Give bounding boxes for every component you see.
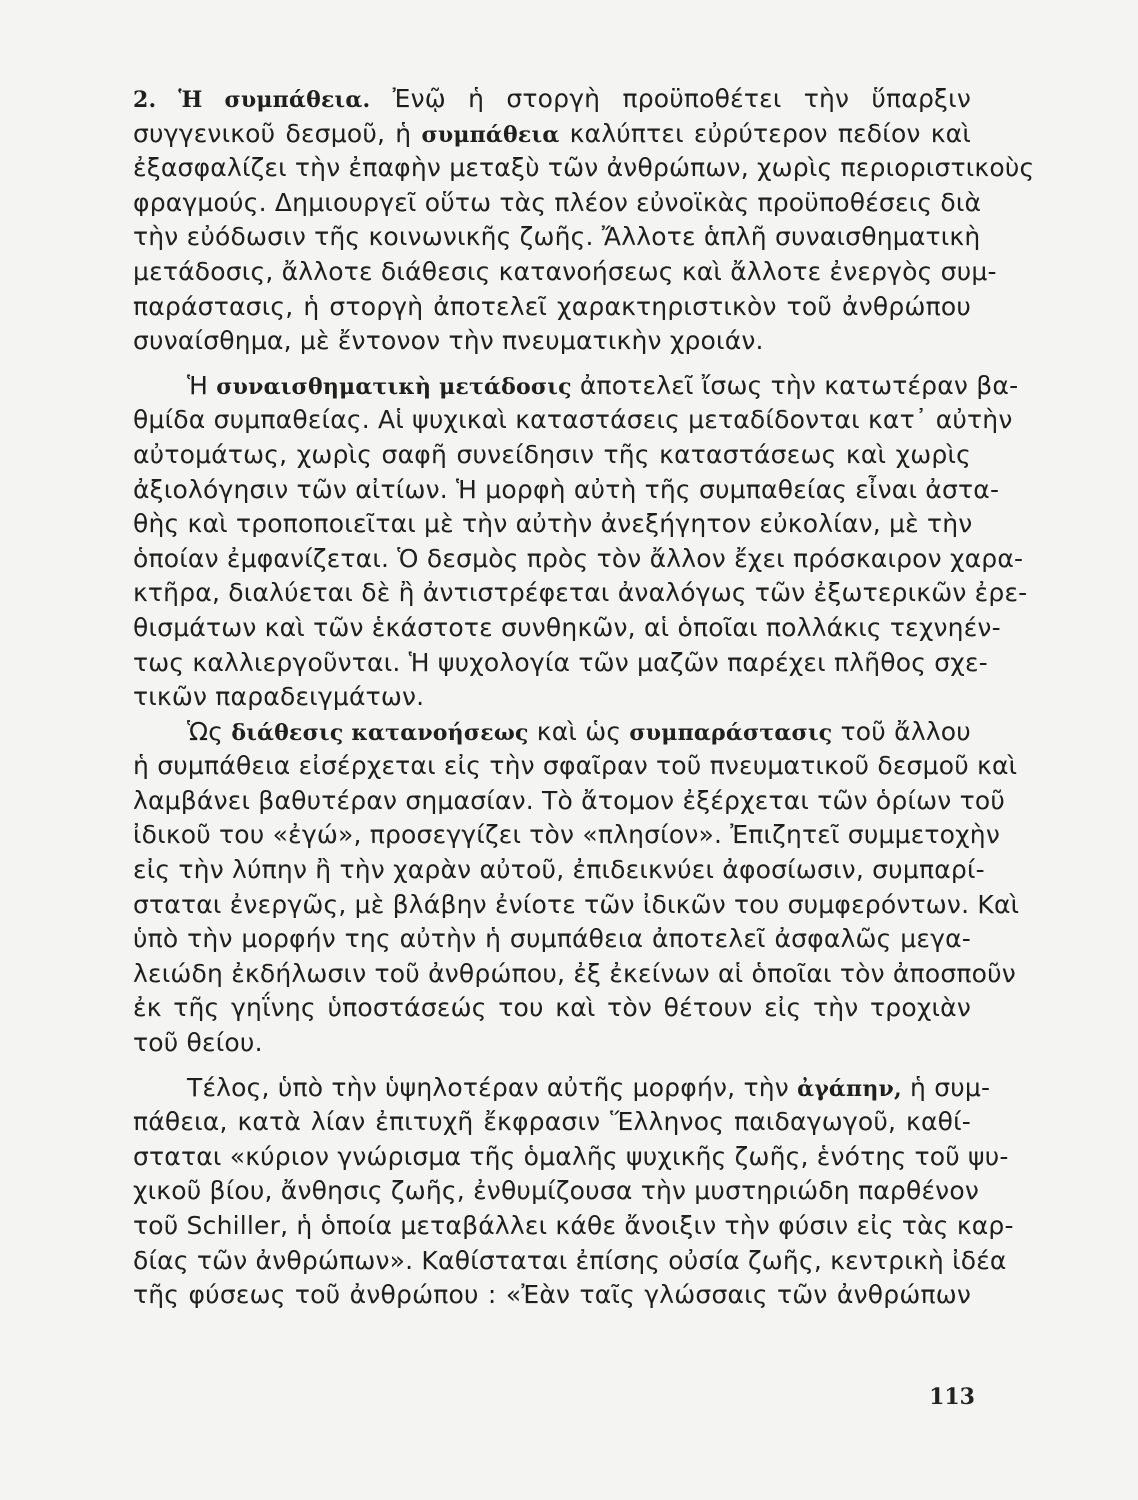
text-segment: ἐκ τῆς γηΐνης ὑποστάσεώς του καὶ τὸν θέτουν εἰς τὴν τροχιὰν bbox=[133, 993, 971, 1023]
page-number: 113 bbox=[929, 1384, 975, 1410]
text-segment: ὑπὸ τὴν μορφήν της αὐτὴν ἡ συμπάθεια ἀποτελεῖ ἀσφαλῶς μεγα- bbox=[133, 924, 971, 954]
paragraph-gap bbox=[133, 359, 971, 369]
text-line bbox=[133, 438, 971, 473]
text-line bbox=[133, 542, 1024, 577]
text-segment: εἰς τὴν λύπην ἢ τὴν χαρὰν αὐτοῦ, ἐπιδεικνύει ἀφοσίωσιν, συμπαρί- bbox=[133, 855, 985, 885]
text-line bbox=[133, 369, 1019, 404]
text-segment: ἐξασφαλίζει τὴν ἐπαφὴν μεταξὺ τῶν ἀνθρώπων, χωρὶς περιοριστικοὺς bbox=[133, 153, 1035, 183]
text-segment: Ἐνῷ ἡ στοργὴ προϋποθέτει τὴν ὕπαρξιν bbox=[370, 84, 972, 113]
text-segment: τως καλλιεργοῦνται. Ἡ ψυχολογία τῶν μαζῶν παρέχει πλῆθος σχε- bbox=[133, 647, 988, 677]
text-line bbox=[133, 220, 981, 255]
text-segment: θὴς καὶ τροποποιεῖται μὲ τὴν αὐτὴν ἀνεξήγητον εὐκολίαν, μὲ τὴν bbox=[133, 509, 973, 539]
text-segment: συγγενικοῦ δεσμοῦ, ἡ bbox=[133, 118, 422, 148]
text-segment: θισμάτων καὶ τῶν ἑκάστοτε συνθηκῶν, αἱ ὁποῖαι πολλάκις τεχνηέν- bbox=[133, 612, 1001, 642]
text-segment: σταται ἐνεργῶς, μὲ βλάβην ἐνίοτε τῶν ἰδικῶν του συμφερόντων. Καὶ bbox=[133, 889, 1020, 919]
text-segment: αὐτομάτως, χωρὶς σαφῆ συνείδησιν τῆς καταστάσεως καὶ χωρὶς bbox=[133, 439, 971, 469]
text-segment: μετάδοσις, ἄλλοτε διάθεσις κατανοήσεως καὶ ἄλλοτε ἐνεργὸς συμ- bbox=[133, 256, 997, 286]
text-segment: τὴν εὐόδωσιν τῆς κοινωνικῆς ζωῆς. Ἄλλοτε ἁπλῆ συναισθηματικὴ bbox=[133, 222, 981, 252]
text-segment: Ὡς bbox=[187, 716, 232, 746]
text-line bbox=[133, 1244, 1007, 1279]
text-segment: πάθεια, κατὰ λίαν ἐπιτυχῆ ἔκφρασιν Ἕλληνος παιδαγωγοῦ, καθί- bbox=[133, 1107, 971, 1137]
text-line bbox=[133, 576, 1028, 611]
text-segment: δίας τῶν ἀνθρώπων». Καθίσταται ἐπίσης οὐσία ζωῆς, κεντρικὴ ἰδέα bbox=[133, 1245, 1007, 1275]
text-segment: τῆς φύσεως τοῦ ἀνθρώπου : «Ἐὰν ταῖς γλώσσαις τῶν ἀνθρώπων bbox=[133, 1280, 971, 1310]
emphasized-term: συναισθηματικὴ μετάδοσις bbox=[216, 373, 572, 400]
text-line bbox=[133, 290, 971, 325]
text-line bbox=[133, 957, 1016, 992]
text-line bbox=[133, 1140, 1009, 1175]
text-line bbox=[133, 82, 971, 117]
text-line bbox=[133, 922, 971, 957]
emphasized-term: 2. Ἡ συμπάθεια. bbox=[133, 87, 371, 113]
body-text bbox=[133, 82, 1035, 1313]
emphasized-term: διάθεσις κατανοήσεως bbox=[231, 719, 529, 746]
paragraph-gap bbox=[133, 1061, 971, 1071]
text-segment: παράστασις, ἡ στοργὴ ἀποτελεῖ χαρακτηριστικὸν τοῦ ἀνθρώπου bbox=[133, 291, 971, 321]
text-segment: Ἡ bbox=[187, 370, 217, 400]
text-line bbox=[133, 888, 1020, 923]
text-segment: θμίδα συμπαθείας. Αἱ ψυχικαὶ καταστάσεις μεταδίδονται κατ᾽ αὐτὴν bbox=[133, 405, 1013, 435]
text-segment: τικῶν παραδειγμάτων. bbox=[133, 682, 425, 712]
text-segment: ἀξιολόγησιν τῶν αἰτίων. Ἡ μορφὴ αὐτὴ τῆς συμπαθείας εἶναι ἀστα- bbox=[133, 474, 1000, 504]
text-line bbox=[133, 1026, 971, 1061]
text-line bbox=[133, 1174, 980, 1209]
text-segment: τοῦ θείου. bbox=[133, 1028, 263, 1058]
emphasized-term: συμπαράστασις bbox=[629, 719, 833, 746]
text-segment: ἡ συμ- bbox=[901, 1072, 991, 1102]
text-segment: ἡ συμπάθεια εἰσέρχεται εἰς τὴν σφαῖραν τοῦ πνευματικοῦ δεσμοῦ καὶ bbox=[133, 751, 1018, 781]
text-line bbox=[133, 646, 988, 681]
text-line bbox=[133, 117, 971, 152]
text-line bbox=[133, 151, 1035, 186]
text-line bbox=[133, 186, 982, 221]
text-segment: χικοῦ βίου, ἄνθησις ζωῆς, ἐνθυμίζουσα τὴν μυστηριώδη παρθένον bbox=[133, 1176, 980, 1206]
text-segment: κτῆρα, διαλύεται δὲ ἢ ἀντιστρέφεται ἀναλόγως τῶν ἐξωτερικῶν ἐρε- bbox=[133, 578, 1028, 608]
text-line bbox=[133, 715, 971, 750]
text-line bbox=[133, 680, 971, 715]
text-segment: καὶ ὡς bbox=[528, 716, 630, 746]
text-line bbox=[133, 473, 1000, 508]
text-line bbox=[133, 507, 971, 542]
text-segment: Τέλος, ὑπὸ τὴν ὑψηλοτέραν αὐτῆς μορφήν, τὴν bbox=[187, 1072, 798, 1102]
text-line bbox=[133, 324, 971, 359]
text-line bbox=[133, 818, 1001, 853]
text-segment: τοῦ Schiller, ἡ ὁποία μεταβάλλει κάθε ἄνοιξιν τὴν φύσιν εἰς τὰς καρ- bbox=[133, 1211, 1014, 1240]
text-line bbox=[133, 853, 985, 888]
text-line bbox=[133, 611, 1001, 646]
text-segment: ὁποίαν ἐμφανίζεται. Ὁ δεσμὸς πρὸς τὸν ἄλλον ἔχει πρόσκαιρον χαρα- bbox=[133, 543, 1024, 573]
text-segment: λειώδη ἐκδήλωσιν τοῦ ἀνθρώπου, ἐξ ἐκείνων αἱ ὁποῖαι τὸν ἀποσποῦν bbox=[133, 958, 1016, 988]
text-line bbox=[133, 1105, 971, 1140]
text-segment: σταται «κύριον γνώρισμα τῆς ὁμαλῆς ψυχικῆς ζωῆς, ἑνότης τοῦ ψυ- bbox=[133, 1141, 1009, 1171]
text-line bbox=[133, 255, 997, 290]
text-line bbox=[133, 784, 1005, 819]
text-line bbox=[133, 1071, 991, 1106]
text-segment: φραγμούς. Δημιουργεῖ οὕτω τὰς πλέον εὐνοϊκὰς προϋποθέσεις διὰ bbox=[133, 187, 982, 217]
text-segment: λαμβάνει βαθυτέραν σημασίαν. Τὸ ἄτομον ἐξέρχεται τῶν ὁρίων τοῦ bbox=[133, 785, 1005, 815]
text-segment: ἰδικοῦ του «ἐγώ», προσεγγίζει τὸν «πλησίον». Ἐπιζητεῖ συμμετοχὴν bbox=[133, 820, 1001, 850]
text-segment: τοῦ ἄλλου bbox=[832, 716, 971, 746]
text-segment: ἀποτελεῖ ἴσως τὴν κατωτέραν βα- bbox=[571, 370, 1019, 400]
text-line bbox=[133, 403, 1013, 438]
text-line bbox=[133, 991, 971, 1026]
text-line bbox=[133, 1278, 971, 1313]
text-segment: συναίσθημα, μὲ ἔντονον τὴν πνευματικὴν χροιάν. bbox=[133, 326, 764, 356]
text-segment: καλύπτει εὐρύτερον πεδίον καὶ bbox=[559, 118, 971, 148]
emphasized-term: ἀγάπην, bbox=[797, 1075, 902, 1102]
text-line bbox=[133, 1209, 1014, 1244]
text-line bbox=[133, 749, 1018, 784]
emphasized-term: συμπάθεια bbox=[421, 121, 560, 148]
